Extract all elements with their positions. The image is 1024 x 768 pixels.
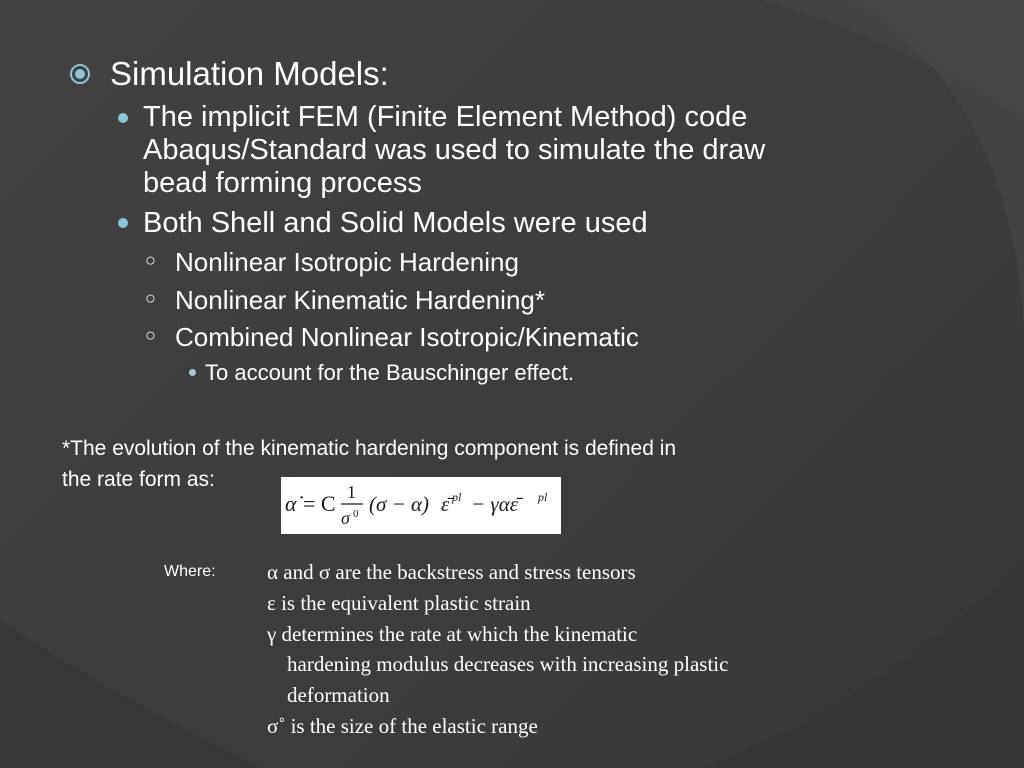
equation-image [281,477,561,534]
fem-line-3: bead forming process [143,167,422,199]
kinematic-line: Nonlinear Kinematic Hardening* [175,285,545,315]
where-line-3: γ determines the rate at which the kinematic [267,622,638,646]
small-bullet-dot-icon [189,369,196,376]
equation-eps-1: ε̄ [441,492,450,516]
equation-numerator: 1 [347,482,356,502]
equation-minus-term: − γαε̄ [471,492,518,516]
bullet-dot-icon [118,218,128,228]
note-line-2: the rate form as: [62,468,215,491]
where-line-4: hardening modulus decreases with increasing plastic [287,652,729,676]
isotropic-line: Nonlinear Isotropic Hardening [175,247,519,277]
where-label: Where: [164,563,216,580]
bauschinger-line: To account for the Bauschinger effect. [205,360,574,385]
target-bullet-icon [69,63,91,85]
combined-line: Combined Nonlinear Isotropic/Kinematic [175,322,639,352]
where-line-5: deformation [287,683,390,707]
fem-line-2: Abaqus/Standard was used to simulate the draw [143,134,766,166]
equation-alpha-dot: α̇ [285,491,297,516]
bullet-dot-icon [118,113,128,123]
circle-bullet-icon: ○ [145,288,156,308]
shell-solid-line: Both Shell and Solid Models were used [143,207,648,239]
where-line-1: α and σ are the backstress and stress tensors [267,560,636,584]
equation-equals-c: = C [303,491,336,516]
equation-svg [281,477,561,534]
equation-denominator: σ [341,508,350,528]
circle-bullet-icon: ○ [145,250,156,270]
where-line-2: ε is the equivalent plastic strain [267,591,531,615]
where-line-6: σ˚ is the size of the elastic range [267,714,538,738]
equation-eps-2-sup: pl [538,490,548,504]
fem-line-1: The implicit FEM (Finite Element Method) code [143,101,748,133]
equation-denominator-sup: 0 [353,508,359,520]
equation-eps-1-sup: pl [452,490,462,504]
equation-paren: (σ − α) [369,492,430,516]
circle-bullet-icon: ○ [145,325,156,345]
heading-simulation-models: Simulation Models: [110,55,389,92]
note-line-1: *The evolution of the kinematic hardening component is defined in [62,437,677,460]
